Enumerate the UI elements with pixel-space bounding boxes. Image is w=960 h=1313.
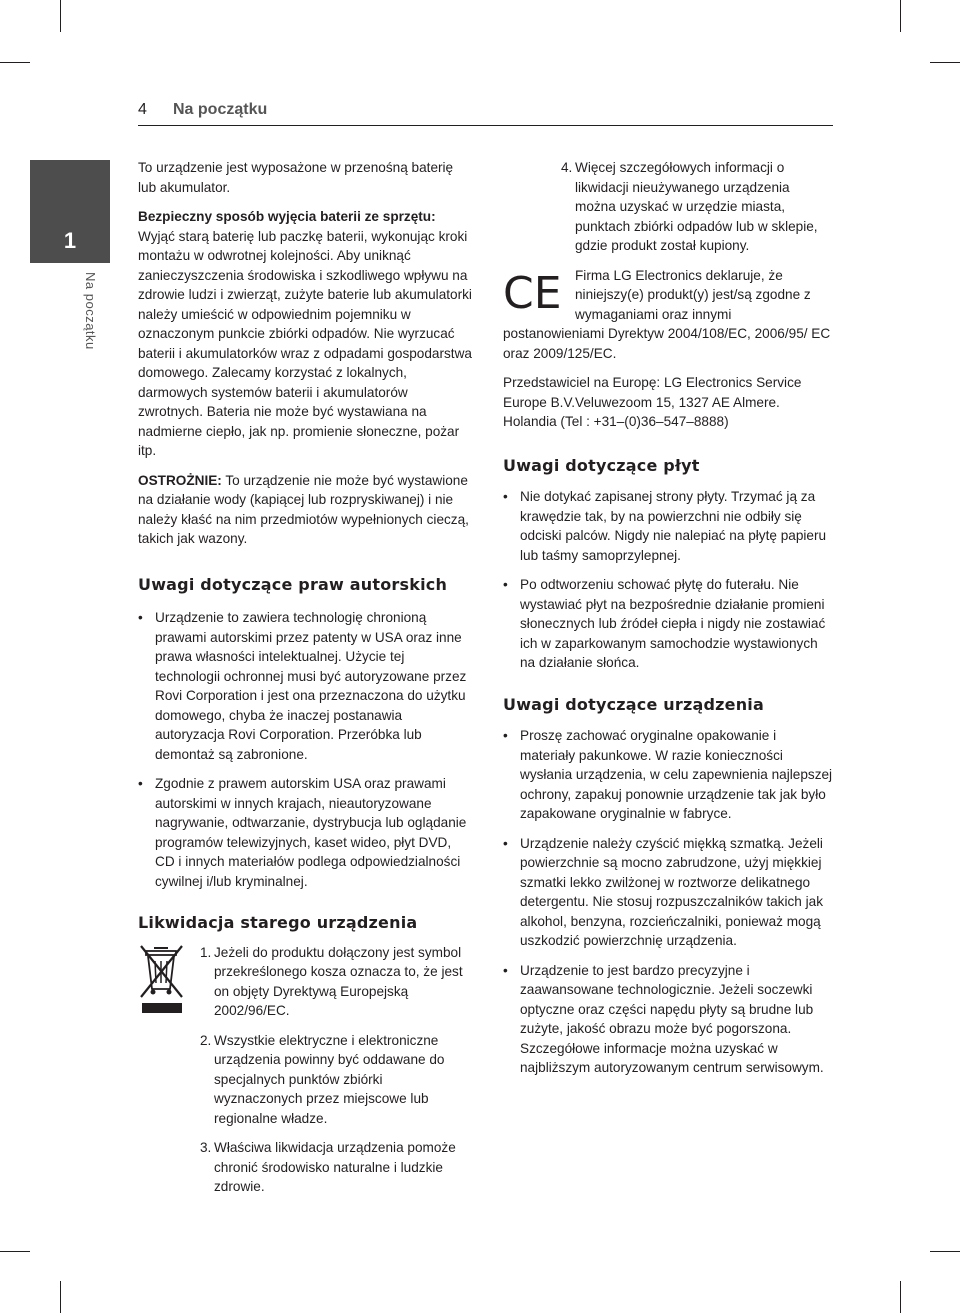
device-heading: Uwagi dotyczące urządzenia [503,694,764,714]
crop-mark [900,1281,901,1313]
ce-text: Firma LG Electronics deklaruje, że niniejszy(e) produkt(y) jest/są zgodne z wymaganiami oraz innymi postanowieniami Dyrektyw 2004/108/EC, 2006/95/ EC oraz 2009/125/EC. [503,267,831,361]
list-item: 1. Jeżeli do produktu dołączony jest symbol przekreślonego kosza oznacza to, że jest on objęty Dyrektywą Europejską 2002/96/EC. [200,944,463,1018]
battery-intro: To urządzenie jest wyposażone w przenośną baterię lub akumulator. [138,160,454,195]
list-item: • Nie dotykać zapisanej strony płyty. Trzymać ją za krawędzie tak, by na powierzchni nie odbiły się odciski palców. Nigdy nie nalepiać na płytę papieru lub taśmy samoprzylepnej. [503,487,833,565]
ce-mark-icon [503,270,563,314]
disposal-list [200,943,473,1197]
list-item: • Po odtworzeniu schować płytę do futerału. Nie wystawiać płyt na bezpośrednie działanie promieni słonecznych lub źródeł ciepła i nigdy nie zostawiać ich w zaparkowanym samochodzie wystawionych na działanie słońca. [503,575,833,673]
copyright-heading: Uwagi dotyczące praw autorskich [138,574,448,594]
chapter-tab-label: Na początku [83,272,98,350]
chapter-title: Na początku [173,101,268,118]
page-number: 4 [138,101,147,118]
device-list [503,726,833,1078]
caution-label: OSTROŻNIE: [138,472,222,488]
list-item: • Urządzenie to zawiera technologię chronioną prawami autorskimi przez patenty w USA oraz inne prawa własności intelektualnej. Użycie tej technologii ochronnej musi być autoryzowane przez Rovi Corporation i jest ona przeznaczona do użytku domowego, chyba że inaczej postanawia autoryzacja Rovi Corporation. Przeróbka lub demontaż są zabronione. [138,608,473,764]
crop-mark [0,1251,30,1252]
crossed-bin-icon [138,943,186,1015]
right-column [503,158,833,1088]
disposal-heading: Likwidacja starego urządzenia [138,913,418,932]
discs-heading: Uwagi dotyczące płyt [503,455,700,475]
svg-text:CE: CE [503,269,562,314]
crop-mark [60,1281,61,1313]
caution-paragraph [138,471,473,549]
copyright-list [138,608,473,891]
chapter-tab-number: 1 [63,228,77,253]
list-item: • Urządzenie należy czyścić miękką szmatką. Jeżeli powierzchnie są mocno zabrudzone, użyj miękkiej szmatki lekko zwilżonej w roztworze delikatnego detergentu. Nie stosuj rozpuszczalników takich jak alkohol, benzyna, rozcieńczalniki, ponieważ mogą uszkodzić powierzchnię urządzenia. [503,834,833,951]
list-item: 2. Wszystkie elektryczne i elektroniczne urządzenia powinny być oddawane do specjalnych punktów zbiórki wyznaczonych przez miejscowe lub regionalne władze. [200,1032,445,1126]
crop-mark [60,0,61,32]
safe-removal-heading: Bezpieczny sposób wyjęcia baterii ze sprzętu: [138,209,436,224]
crop-mark [0,62,30,63]
list-item: • Zgodnie z prawem autorskim USA oraz prawami autorskimi w innych krajach, nieautoryzowane nagrywanie, odtwarzanie, dystrybucja lub oglądanie programów telewizyjnych, kaset wideo, płyt DVD, CD i innych materiałów podlega odpowiedzialności cywilnej i/lub kryminalnej. [138,774,473,891]
list-item: 3. Właściwa likwidacja urządzenia pomoże chronić środowisko naturalne i ludzkie zdrowie. [200,1140,456,1194]
caution-text: To urządzenie nie może być wystawione na działanie wody (kapiącej lub rozpryskiwanej) i nie należy kłaść na nim przedmiotów wypełnionych cieczą, takich jak wazony. [138,472,469,546]
list-item: • Proszę zachować oryginalne opakowanie i materiały pakunkowe. W razie konieczności wysłania urządzenia, w celu zapewnienia najlepszej ochrony, zapakuj ponownie urządzenie tak jak było zapakowane oryginalnie w fabryce. [503,726,833,824]
disposal-section [138,943,473,1197]
header-rule [138,125,833,126]
list-item: 4. Więcej szczegółowych informacji o likwidacji nieużywanego urządzenia można uzyskać w urzędzie miasta, punktach zbiórki odpadów lub w sklepie, gdzie produkt został kupiony. [561,160,818,253]
safe-removal-text: Wyjąć starą baterię lub paczkę baterii, wykonując kroki montażu w odwrotnej kolejności. Aby uniknąć zanieczyszczenia środowiska i szkodliwego wpływu na zdrowie ludzi i zwierząt, zużyte baterie lub akumulatorki należy umieścić w odpowiednim pojemniku w oznaczonym punkcie zbiórki odpadów. Nie wyrzucać baterii i akumulatorków wraz z odpadami gospodarstwa domowego. Zalecamy korzystać z lokalnych, darmowych systemów baterii i akumulatorów zwrotnych. Bateria nie może być wystawiana na nadmierne ciepło, jak np. promienie słoneczne, pożar itp. [138,228,472,458]
ce-declaration [503,266,833,364]
crop-mark [900,0,901,32]
left-column [138,158,473,1207]
discs-list [503,487,833,673]
representative-info: Przedstawiciel na Europę: LG Electronics Service Europe B.V.Veluwezoom 15, 1327 AE Almere. Holandia (Tel : +31–(0)36–547–8888) [503,375,802,429]
disposal-list-continued [561,158,833,256]
crop-mark [930,62,960,63]
list-item: • Urządzenie to jest bardzo precyzyjne i zaawansowane technologicznie. Jeżeli soczewki optyczne oraz części napędu płyty są brudne lub zużyte, jakość obrazu może być pogorszona. Szczegółowe informacje można uzyskać w najbliższym autoryzowanym centrum serwisowym. [503,961,833,1078]
crop-mark [930,1251,960,1252]
